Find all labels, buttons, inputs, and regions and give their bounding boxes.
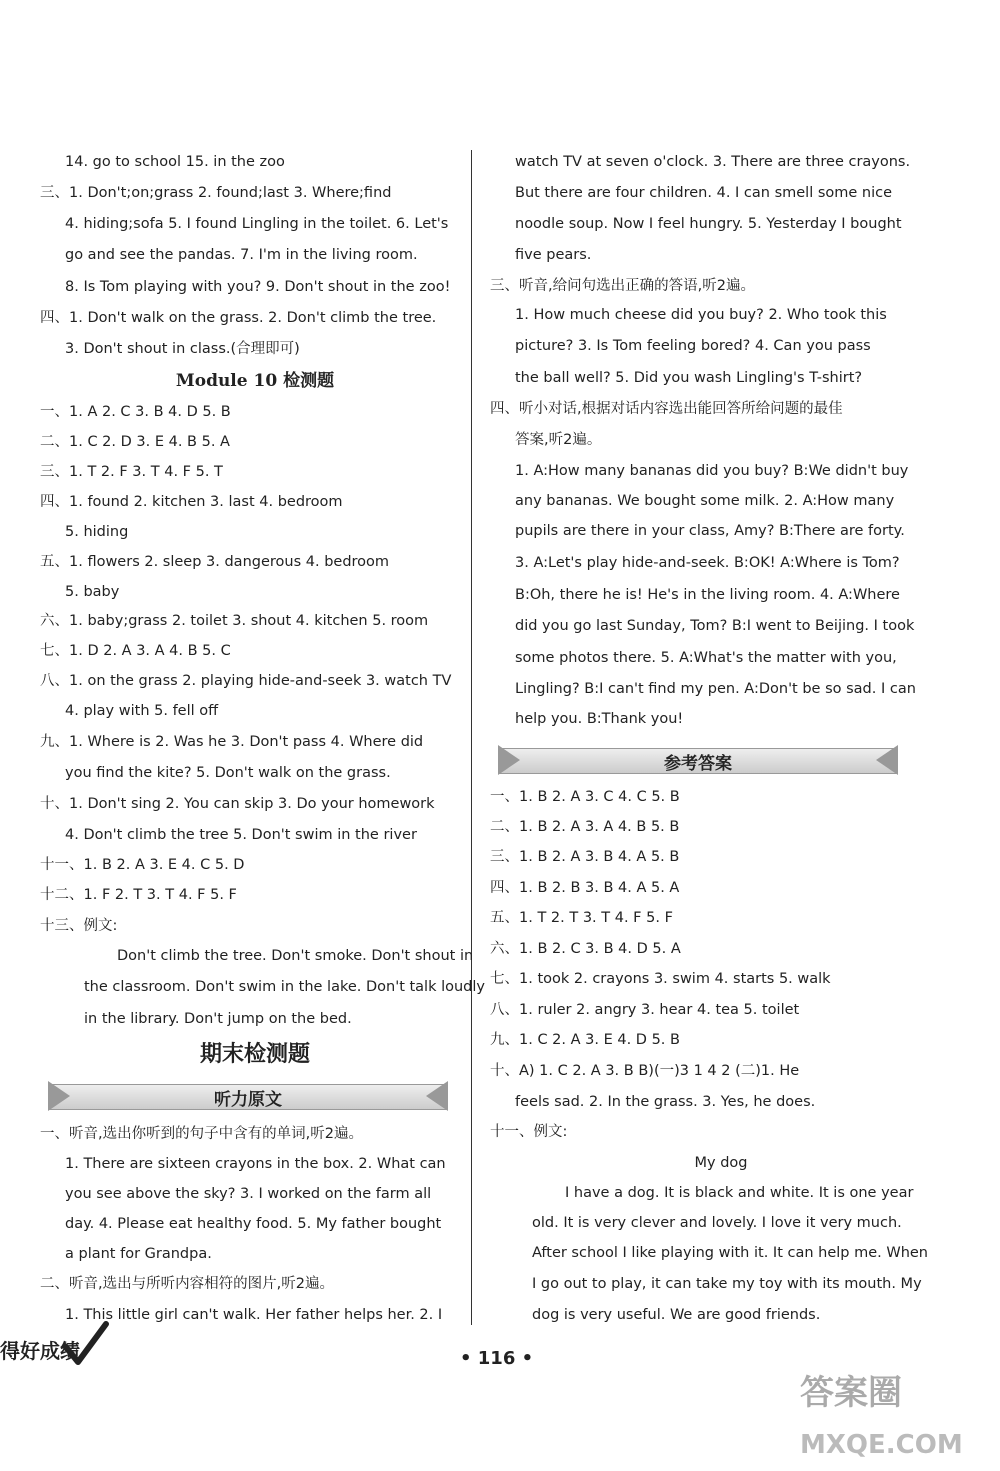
answer-line: 三、1. T 2. F 3. T 4. F 5. T bbox=[40, 464, 223, 480]
text-line: pupils are there in your class, Amy? B:There are forty. bbox=[515, 523, 905, 539]
answer-line: 八、1. ruler 2. angry 3. hear 4. tea 5. toilet bbox=[490, 1002, 800, 1018]
answer-line: 十三、例文: bbox=[40, 918, 118, 934]
essay-line: dog is very useful. We are good friends. bbox=[532, 1307, 821, 1323]
essay-title: My dog bbox=[694, 1155, 748, 1171]
section-title: Module 10 检测题 bbox=[175, 371, 335, 391]
answer-line: 四、1. found 2. kitchen 3. last 4. bedroom bbox=[40, 494, 343, 510]
text-line: 三、1. Don't;on;grass 2. found;last 3. Where;find bbox=[40, 185, 392, 201]
text-line: 4. hiding;sofa 5. I found Lingling in the toilet. 6. Let's bbox=[65, 216, 449, 232]
answer-line: 十、1. Don't sing 2. You can skip 3. Do your homework bbox=[40, 796, 435, 812]
text-line: some photos there. 5. A:What's the matter with you, bbox=[515, 650, 897, 666]
answer-line: 二、1. C 2. D 3. E 4. B 5. A bbox=[40, 434, 230, 450]
text-line: 3. A:Let's play hide-and-seek. B:OK! A:Where is Tom? bbox=[515, 555, 900, 571]
text-line: five pears. bbox=[515, 247, 592, 263]
text-line: Lingling? B:I can't find my pen. A:Don't be so sad. I can bbox=[515, 681, 916, 697]
essay-line: After school I like playing with it. It can help me. When bbox=[532, 1245, 928, 1261]
answer-line: 5. hiding bbox=[65, 524, 129, 540]
text-line: But there are four children. 4. I can smell some nice bbox=[515, 185, 893, 201]
essay-line: I go out to play, it can take my toy with its mouth. My bbox=[532, 1276, 922, 1292]
answer-line: 5. baby bbox=[65, 584, 120, 600]
text-line: day. 4. Please eat healthy food. 5. My father bought bbox=[65, 1216, 442, 1232]
essay-line: the classroom. Don't swim in the lake. Don't talk loudly bbox=[84, 979, 485, 995]
essay-line: in the library. Don't jump on the bed. bbox=[84, 1011, 352, 1027]
text-line: 8. Is Tom playing with you? 9. Don't shout in the zoo! bbox=[65, 279, 451, 295]
watermark-url: MXQE.COM bbox=[800, 1430, 963, 1460]
text-line: 14. go to school 15. in the zoo bbox=[65, 154, 285, 170]
answer-line: 九、1. C 2. A 3. E 4. D 5. B bbox=[490, 1032, 680, 1048]
answer-line: 七、1. took 2. crayons 3. swim 4. starts 5. walk bbox=[490, 971, 831, 987]
answer-line: feels sad. 2. In the grass. 3. Yes, he does. bbox=[515, 1094, 816, 1110]
watermark-logo: 答案圈 bbox=[800, 1373, 902, 1413]
text-line: 1. A:How many bananas did you buy? B:We didn't buy bbox=[515, 463, 909, 479]
text-line: 一、听音,选出你听到的句子中含有的单词,听2遍。 bbox=[40, 1126, 363, 1142]
text-line: B:Oh, there he is! He's in the living room. 4. A:Where bbox=[515, 587, 900, 603]
answer-line: 三、1. B 2. A 3. B 4. A 5. B bbox=[490, 849, 680, 865]
text-line: help you. B:Thank you! bbox=[515, 711, 684, 727]
answer-line: 九、1. Where is 2. Was he 3. Don't pass 4. Where did bbox=[40, 734, 424, 750]
answer-line: 一、1. A 2. C 3. B 4. D 5. B bbox=[40, 404, 231, 420]
answer-line: 六、1. B 2. C 3. B 4. D 5. A bbox=[490, 941, 681, 957]
text-line: 1. There are sixteen crayons in the box. 2. What can bbox=[65, 1156, 446, 1172]
answer-line: 十二、1. F 2. T 3. T 4. F 5. F bbox=[40, 887, 237, 903]
answer-line: 五、1. flowers 2. sleep 3. dangerous 4. bedroom bbox=[40, 554, 390, 570]
answer-line: 4. play with 5. fell off bbox=[65, 703, 219, 719]
answer-line: 二、1. B 2. A 3. A 4. B 5. B bbox=[490, 819, 680, 835]
answer-line: 六、1. baby;grass 2. toilet 3. shout 4. kitchen 5. room bbox=[40, 613, 429, 629]
text-line: 四、1. Don't walk on the grass. 2. Don't climb the tree. bbox=[40, 310, 437, 326]
banner-title: 听力原文 bbox=[214, 1090, 282, 1110]
text-line: a plant for Grandpa. bbox=[65, 1246, 212, 1262]
text-line: you see above the sky? 3. I worked on the farm all bbox=[65, 1186, 432, 1202]
answer-line: 八、1. on the grass 2. playing hide-and-seek 3. watch TV bbox=[40, 673, 452, 689]
answer-line: you find the kite? 5. Don't walk on the grass. bbox=[65, 765, 391, 781]
text-line: did you go last Sunday, Tom? B:I went to Beijing. I took bbox=[515, 618, 915, 634]
section-banner bbox=[48, 1078, 448, 1114]
page-number: • 116 • bbox=[460, 1348, 534, 1369]
text-line: 1. How much cheese did you buy? 2. Who took this bbox=[515, 307, 887, 323]
text-line: picture? 3. Is Tom feeling bored? 4. Can you pass bbox=[515, 338, 871, 354]
answer-line: 四、1. B 2. B 3. B 4. A 5. A bbox=[490, 880, 680, 896]
essay-line: Don't climb the tree. Don't smoke. Don't shout in bbox=[117, 948, 474, 964]
text-line: any bananas. We bought some milk. 2. A:How many bbox=[515, 493, 895, 509]
text-line: 四、听小对话,根据对话内容选出能回答所给问题的最佳 bbox=[490, 401, 843, 417]
answer-line: 十一、1. B 2. A 3. E 4. C 5. D bbox=[40, 857, 245, 873]
footer-brand: 得好成绩 bbox=[0, 1339, 80, 1363]
answer-line: 五、1. T 2. T 3. T 4. F 5. F bbox=[490, 910, 673, 926]
text-line: go and see the pandas. 7. I'm in the living room. bbox=[65, 247, 418, 263]
checkmark-icon bbox=[60, 1318, 110, 1368]
text-line: the ball well? 5. Did you wash Lingling's T-shirt? bbox=[515, 370, 863, 386]
text-line: watch TV at seven o'clock. 3. There are three crayons. bbox=[515, 154, 911, 170]
answer-line: 十、A) 1. C 2. A 3. B B)(一)3 1 4 2 (二)1. He bbox=[490, 1063, 800, 1079]
answer-line: 七、1. D 2. A 3. A 4. B 5. C bbox=[40, 643, 231, 659]
essay-line: old. It is very clever and lovely. I love it very much. bbox=[532, 1215, 902, 1231]
text-line: noodle soup. Now I feel hungry. 5. Yesterday I bought bbox=[515, 216, 902, 232]
section-title: 期末检测题 bbox=[199, 1042, 310, 1067]
essay-line: I have a dog. It is black and white. It is one year bbox=[565, 1185, 914, 1201]
text-line: 二、听音,选出与所听内容相符的图片,听2遍。 bbox=[40, 1276, 334, 1292]
answer-line: 4. Don't climb the tree 5. Don't swim in the river bbox=[65, 827, 417, 843]
column-divider bbox=[471, 150, 472, 1325]
banner-title: 参考答案 bbox=[664, 754, 732, 774]
answer-line: 十一、例文: bbox=[490, 1124, 568, 1140]
text-line: 三、听音,给问句选出正确的答语,听2遍。 bbox=[490, 278, 755, 294]
text-line: 答案,听2遍。 bbox=[515, 432, 602, 448]
section-banner bbox=[498, 742, 898, 778]
text-line: 1. This little girl can't walk. Her father helps her. 2. I bbox=[65, 1307, 443, 1323]
text-line: 3. Don't shout in class.(合理即可) bbox=[65, 341, 300, 357]
answer-line: 一、1. B 2. A 3. C 4. C 5. B bbox=[490, 789, 680, 805]
